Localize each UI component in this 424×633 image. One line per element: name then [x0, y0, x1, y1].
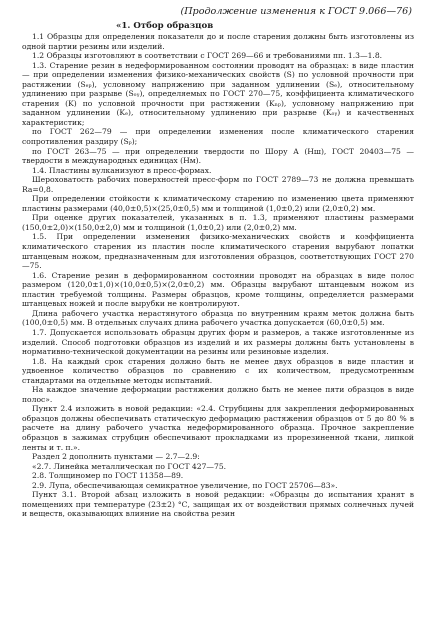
page-header: (Продолжение изменения к ГОСТ 9.066—76) [180, 6, 412, 17]
paragraph: Пункт 3.1. Второй абзац изложить в новой редакции: «Образцы до испытания хранят в помещениях при температуре (23±2) °С, защищая их от воздействия прямых солнечных лучей и веществ, оказывающих влияние на свойства резин [22, 490, 414, 519]
paragraph: по ГОСТ 262—79 — при определении изменения после климатического старения сопротивления раздиру (Sₚ); [22, 127, 414, 147]
paragraph: Раздел 2 дополнить пунктами — 2.7—2.9: [32, 452, 200, 462]
paragraph: Шероховатость рабочих поверхностей пресс-форм по ГОСТ 2789—73 не должна превышать Ra=0,8. [22, 175, 414, 194]
paragraph: На каждое значение деформации растяжения должно быть не менее пяти образцов в виде полос». [22, 385, 414, 404]
paragraph: Пункт 2.4 изложить в новой редакции: «2.4. Струбцины для закрепления деформированных образцов должны обеспечивать статическую деформацию растяжения образцов от 5 до 80 % в расчете на длину рабочего участка недеформированного образца. Прочное закрепление образцов в зажимах струбцин обеспечивают прокладками из прорезиненной ткани, липкой ленты и т. п.». [22, 404, 414, 452]
paragraph: 1.6. Старение резин в деформированном состоянии проводят на образцах в виде полос размером (120,0±1,0)×(10,0±0,5)×(2,0±0,2) мм. Образцы вырубают штанцевым ножом из пластин требуемой толщины. Размеры образцов, кроме толщины, определяется размерами штанцевых ножей и после вырубки не контролируют. [22, 270, 414, 309]
section-title: «1. Отбор образцов [116, 21, 214, 31]
paragraph: 1.5. При определении изменения физико-механических свойств и коэффициента климатического старения из пластин после климатического старения вырубают лопатки штанцевым ножом, предназначенным для изготовления образцов, соответствующих ГОСТ 270—75. [22, 232, 414, 271]
paragraph: 2.8. Толщиномер по ГОСТ 11358—89. [32, 471, 184, 481]
paragraph: «2.7. Линейка металлическая по ГОСТ 427—75. [32, 461, 227, 471]
paragraph: 1.2 Образцы изготовляют в соответствии с ГОСТ 269—66 и требованиями пп. 1.3—1.8. [32, 51, 383, 61]
paragraph: При определении стойкости к климатическому старению по изменению цвета применяют пластины размерами (40,0±0,5)×(25,0±0,5) мм и толщиной (1,0±0,2) или (2,0±0,2) мм. [22, 194, 414, 213]
paragraph: 1.4. Пластины вулканизуют в пресс-формах. [32, 165, 212, 175]
paragraph: При оценке других показателей, указанных в п. 1.3, применяют пластины размерами (150,0±2,0)×(150,0±2,0) мм и толщиной (1,0±0,2) или (2,0±0,2) мм. [22, 213, 414, 232]
paragraph: 1.7. Допускается использовать образцы других форм и размеров, а также изготовленные из изделий. Способ подготовки образцов из изделий и их размеры должны быть установлены в нормативно-технической документации на резины или резиновые изделия. [22, 327, 414, 357]
paragraph: 1.1 Образцы для определения показателя до и после старения должны быть изготовлены из одной партии резины или изделий. [22, 32, 414, 51]
paragraph: 1.8. На каждый срок старения должно быть не менее двух образцов в виде пластин и удвоенное количество образцов по сравнению с их количеством, предусмотренным стандартами на отдельные методы испытаний. [22, 356, 414, 385]
paragraph: 2.9. Лупа, обеспечивающая семикратное увеличение, по ГОСТ 25706—83». [32, 480, 338, 490]
paragraph: Длина рабочего участка нерастянутого образца по внутренним краям меток должна быть (100,0±0,5) мм. В отдельных случаях длина рабочего участка допускается (60,0±0,5) мм. [22, 308, 414, 328]
paragraph: по ГОСТ 263—75 — при определении твердости по Шору А (Hш), ГОСТ 20403—75 — твердости в международных единицах (Hм). [22, 146, 414, 166]
paragraph: 1.3. Старение резин в недеформированном состоянии проводят на образцах: в виде пластин — при определении изменения физико-механических свойств (S) по условной прочности при растяжении (Sₑₚ), условному напряжению при заданном удлинении (Sₑ), относительному удлинению при разрыве (Sₒᵧ), определяемых по ГОСТ 270—75, коэффициента климатического старения (K) по условной прочности при растяжении (Kₙₚ), условному напряжению при заданном удлинении (Kₑ), относительному удлинению при разрыве (Kₒᵧ) и качественных характеристик; [22, 60, 414, 127]
